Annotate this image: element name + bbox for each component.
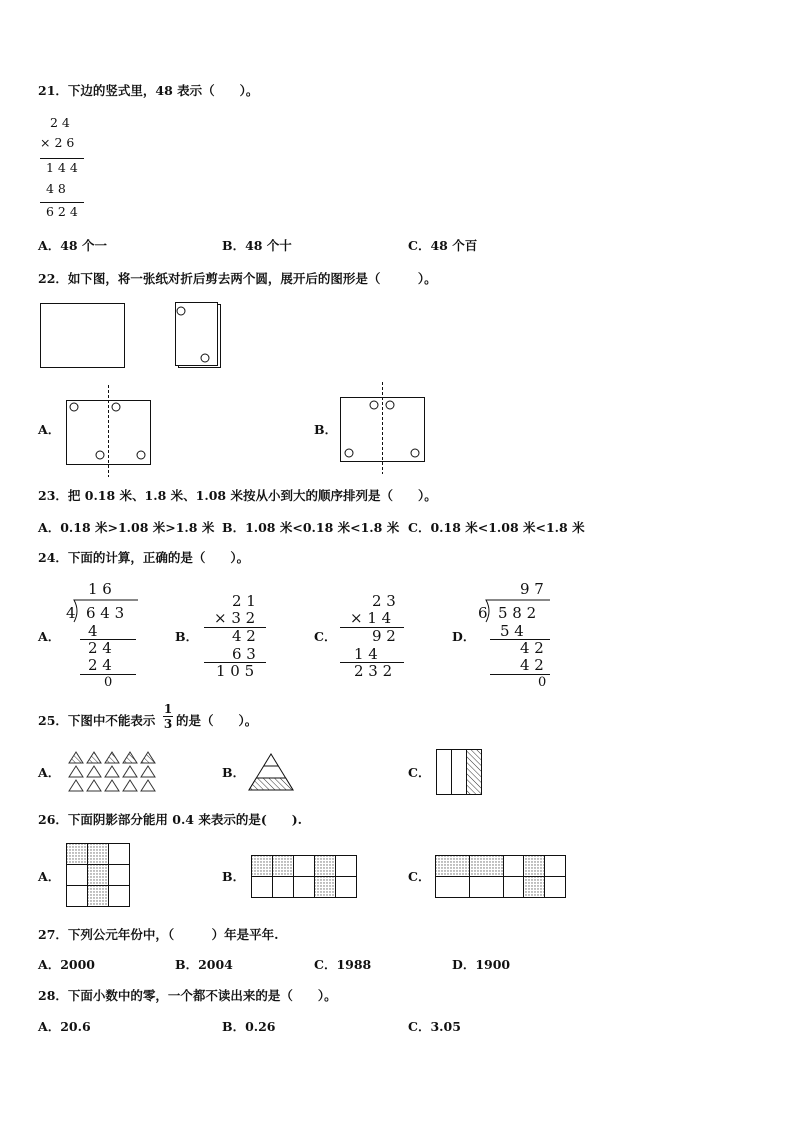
q24b-row5: 1 0 5 bbox=[216, 662, 255, 680]
q24d-sub2: 4 2 bbox=[520, 656, 544, 674]
q27-option-c[interactable]: C．1988 bbox=[314, 957, 372, 972]
q28-option-b[interactable]: B．0.26 bbox=[222, 1019, 276, 1034]
q24-label-c[interactable]: C． bbox=[314, 629, 337, 644]
q25-stem-pre: 25．下图中不能表示 bbox=[38, 713, 156, 728]
q22-stem: 22．如下图，将一张纸对折后剪去两个圆，展开后的图形是（ ）。 bbox=[38, 271, 437, 286]
q24-stem: 24．下面的计算，正确的是（ ）。 bbox=[38, 550, 250, 565]
q21-calc-row4: 4 8 bbox=[46, 181, 66, 196]
q28-option-c[interactable]: C．3.05 bbox=[408, 1019, 461, 1034]
q25-option-a-triangles[interactable] bbox=[68, 750, 168, 794]
q24b-row3: 4 2 bbox=[232, 627, 256, 645]
q28-option-a[interactable]: A．20.6 bbox=[38, 1019, 91, 1034]
q21-calc-row2: × 2 6 bbox=[40, 135, 75, 150]
q26-option-c-grid[interactable] bbox=[435, 855, 569, 899]
q21-calc-row1: 2 4 bbox=[50, 115, 70, 130]
q28-stem: 28．下面小数中的零，一个都不读出来的是（ ）。 bbox=[38, 988, 337, 1003]
q24b-row4: 6 3 bbox=[232, 645, 256, 663]
q21-calc-row5: 6 2 4 bbox=[46, 204, 78, 219]
q26-stem: 26．下面阴影部分能用 0.4 来表示的是( ). bbox=[38, 812, 303, 827]
q21-stem: 21．下边的竖式里，48 表示（ ）。 bbox=[38, 83, 259, 98]
q24-label-b[interactable]: B． bbox=[175, 629, 199, 644]
q24c-row1: 2 3 bbox=[372, 592, 396, 610]
q24a-sub1: 4 bbox=[88, 622, 98, 640]
q24d-dividend: 5 8 2 bbox=[498, 604, 537, 622]
q25-option-b-triangle[interactable] bbox=[248, 752, 296, 792]
q24b-row1: 2 1 bbox=[232, 592, 256, 610]
q24a-quotient: 1 6 bbox=[88, 580, 112, 598]
q21-option-c[interactable]: C．48 个百 bbox=[408, 238, 478, 253]
q24a-dividend: 6 4 3 bbox=[86, 604, 125, 622]
q27-stem: 27．下列公元年份中，（ ）年是平年. bbox=[38, 927, 279, 942]
q24d-rem1: 4 2 bbox=[520, 639, 544, 657]
q24-label-a[interactable]: A． bbox=[38, 629, 61, 644]
q27-option-b[interactable]: B．2004 bbox=[175, 957, 233, 972]
q21-option-b[interactable]: B．48 个十 bbox=[222, 238, 292, 253]
q22-option-a-figure[interactable] bbox=[64, 385, 154, 477]
q24c-row3: 9 2 bbox=[372, 627, 396, 645]
q23-option-b[interactable]: B．1.08 米<0.18 米<1.8 米 bbox=[222, 520, 400, 535]
q25-fraction-den: 3 bbox=[163, 717, 173, 731]
q24c-row4: 1 4 bbox=[354, 645, 378, 663]
q21-calc-line2 bbox=[40, 202, 84, 203]
q21-calc-line1 bbox=[40, 158, 84, 159]
q24d-rem2: 0 bbox=[538, 675, 547, 690]
q24b-row2: × 3 2 bbox=[214, 609, 256, 627]
q22-option-b-label[interactable]: B． bbox=[314, 422, 338, 437]
q25-stem-post: 的是（ ）。 bbox=[176, 713, 258, 728]
q24c-row2: × 1 4 bbox=[350, 609, 392, 627]
q26-option-b-grid[interactable] bbox=[251, 855, 361, 899]
q22-option-b-figure[interactable] bbox=[338, 382, 428, 474]
q24d-sub1: 5 4 bbox=[500, 622, 524, 640]
q22-paper-diagram bbox=[38, 300, 238, 372]
q24-label-d[interactable]: D． bbox=[452, 629, 476, 644]
q24a-sub2: 2 4 bbox=[88, 656, 112, 674]
q24a-rem1: 2 4 bbox=[88, 639, 112, 657]
q25-label-c[interactable]: C． bbox=[408, 765, 431, 780]
q21-calc-row3: 1 4 4 bbox=[46, 160, 78, 175]
q26-option-a-grid[interactable] bbox=[66, 843, 132, 909]
q23-option-c[interactable]: C．0.18 米<1.08 米<1.8 米 bbox=[408, 520, 585, 535]
q23-option-a[interactable]: A．0.18 米>1.08 米>1.8 米 bbox=[38, 520, 215, 535]
q25-option-c-rectangle[interactable] bbox=[436, 749, 484, 797]
q24d-divisor: 6 bbox=[478, 604, 488, 622]
q26-label-b[interactable]: B． bbox=[222, 869, 246, 884]
q25-label-b[interactable]: B． bbox=[222, 765, 246, 780]
q22-option-a-label[interactable]: A． bbox=[38, 422, 61, 437]
q24a-divisor: 4 bbox=[66, 604, 76, 622]
q27-option-d[interactable]: D．1900 bbox=[452, 957, 511, 972]
q27-option-a[interactable]: A．2000 bbox=[38, 957, 95, 972]
q21-option-a[interactable]: A．48 个一 bbox=[38, 238, 107, 253]
q25-fraction-num: 1 bbox=[163, 702, 173, 716]
q24c-row5: 2 3 2 bbox=[354, 662, 393, 680]
q24d-quotient: 9 7 bbox=[520, 580, 544, 598]
q23-stem: 23．把 0.18 米、1.8 米、1.08 米按从小到大的顺序排列是（ ）。 bbox=[38, 488, 437, 503]
q26-label-c[interactable]: C． bbox=[408, 869, 431, 884]
q26-label-a[interactable]: A． bbox=[38, 869, 61, 884]
q24a-rem2: 0 bbox=[104, 675, 113, 690]
q25-label-a[interactable]: A． bbox=[38, 765, 61, 780]
